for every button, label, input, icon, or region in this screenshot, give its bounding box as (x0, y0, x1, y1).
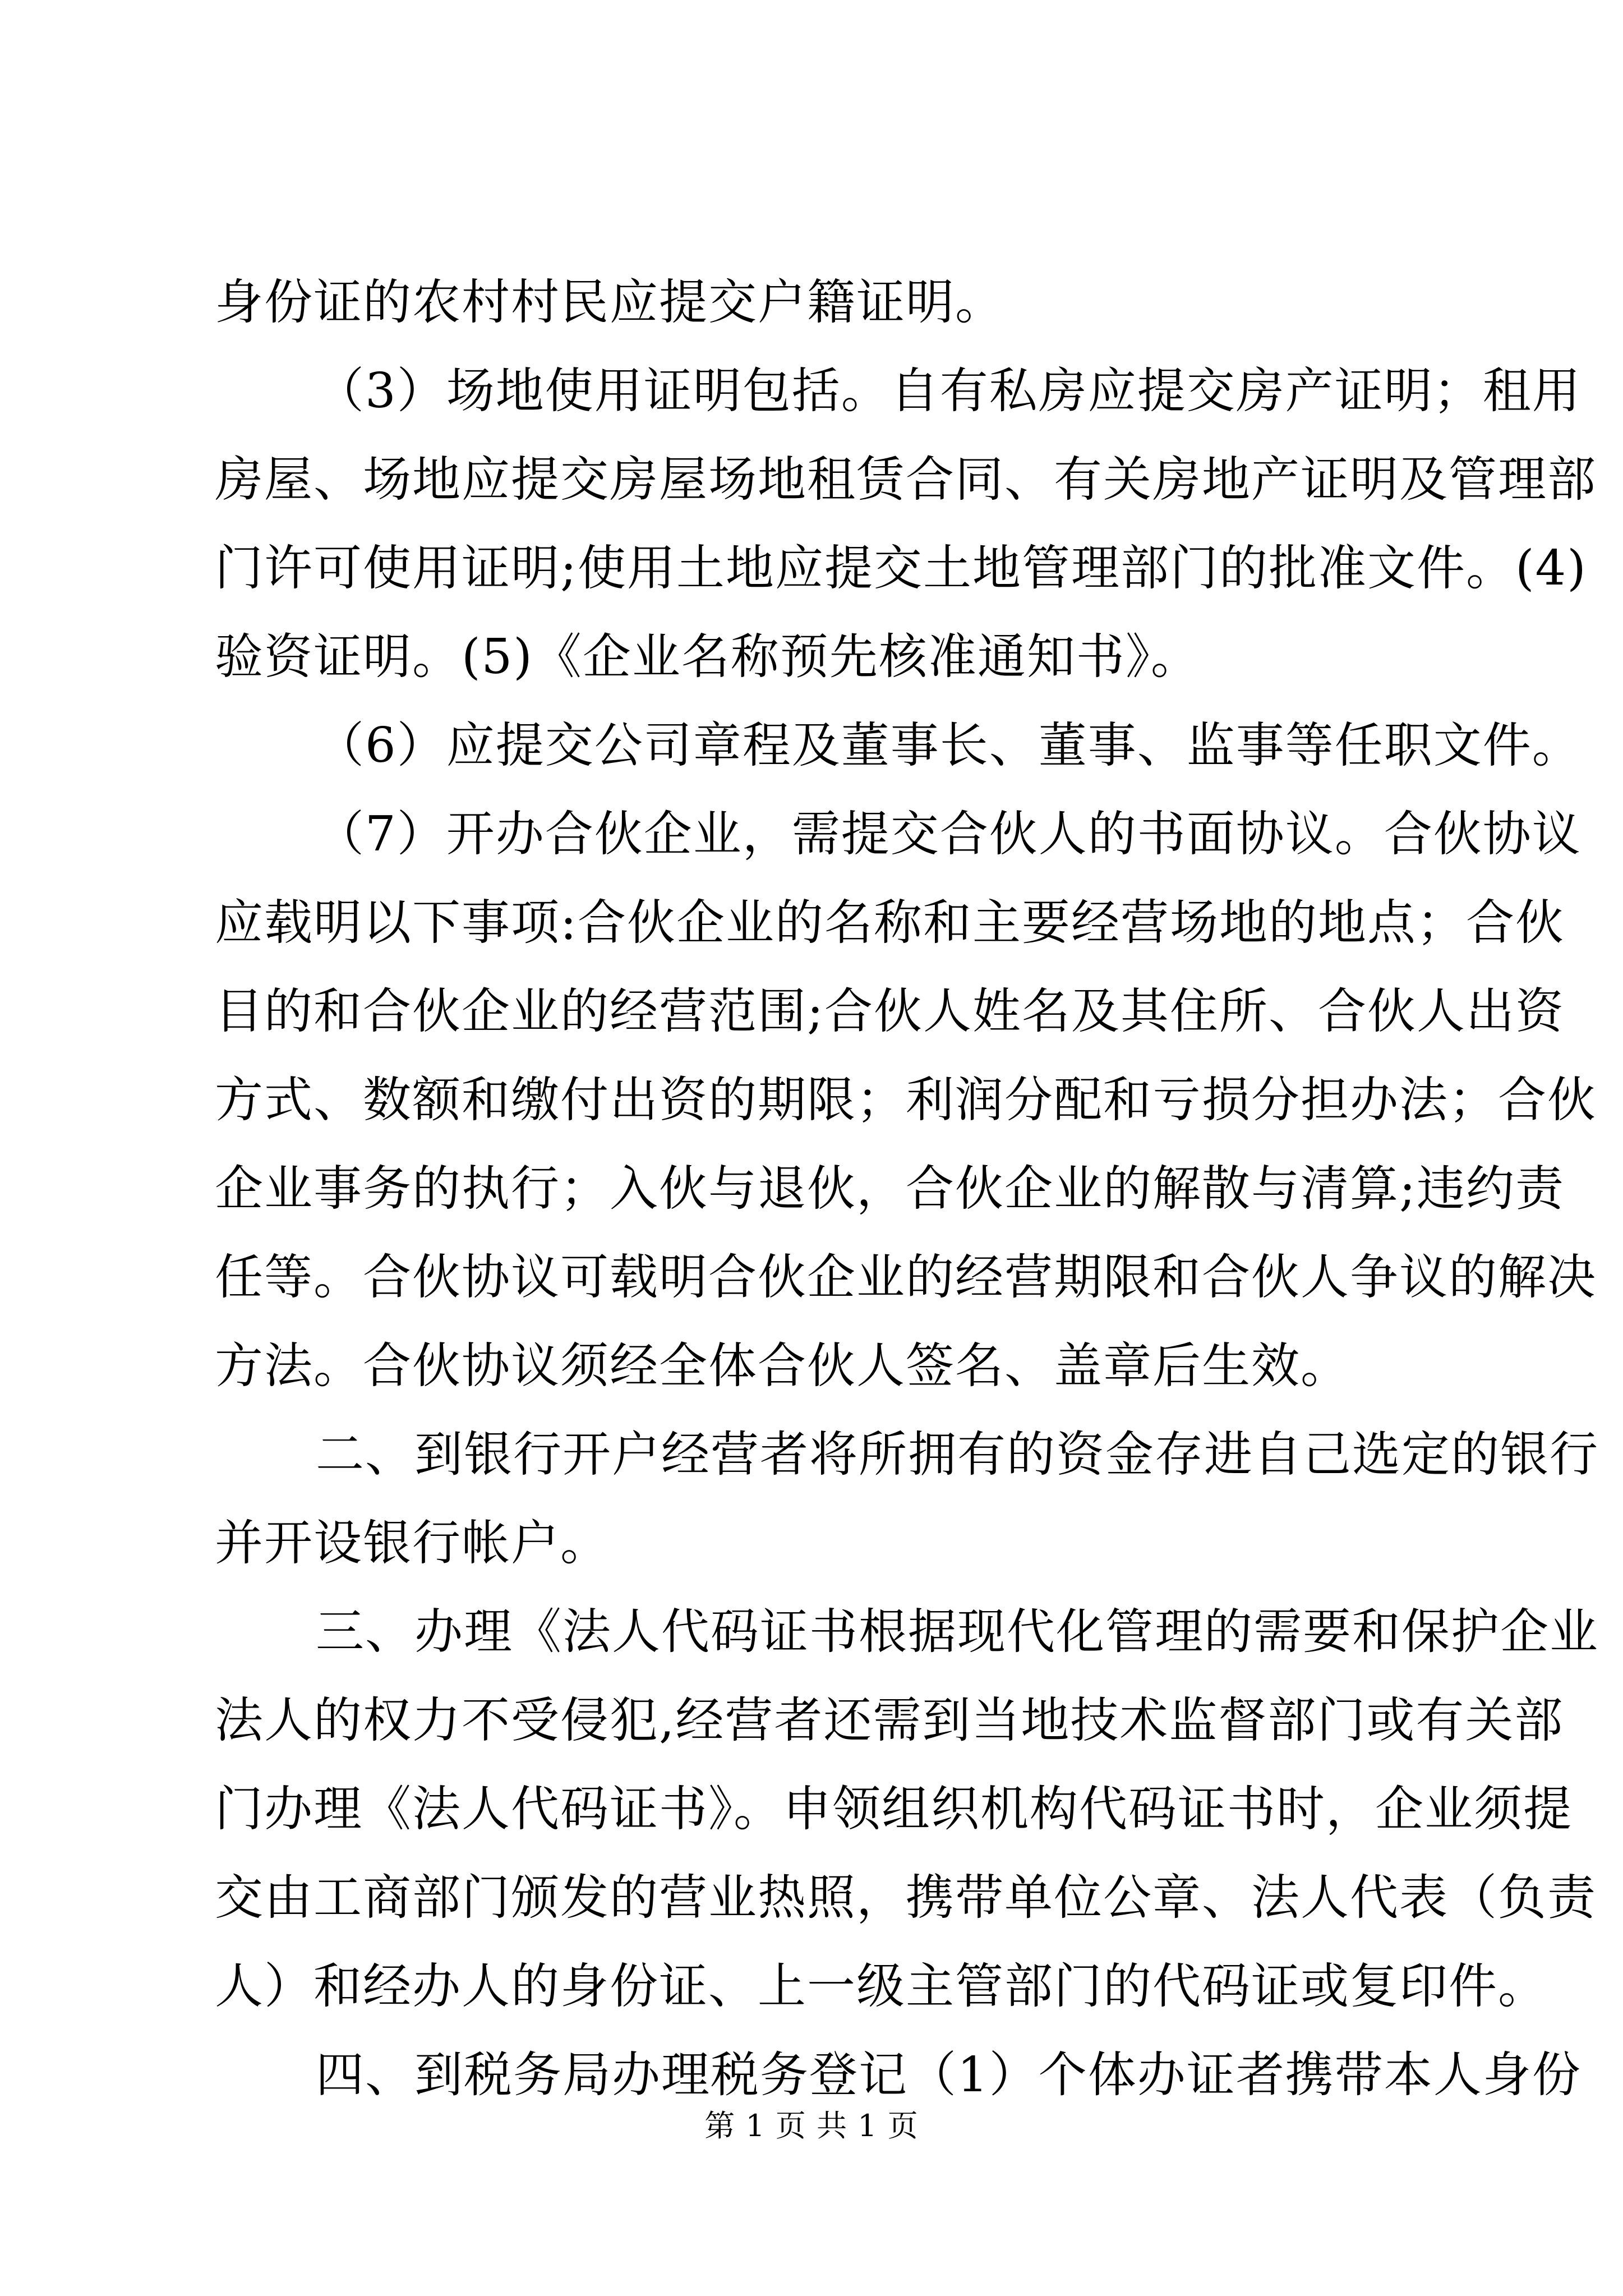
text-line: （7）开办合伙企业，需提交合伙人的书面协议。合伙协议 (316, 806, 1581, 862)
text-line: 方式、数额和缴付出资的期限；利润分配和亏损分担办法；合伙 (215, 1072, 1597, 1128)
text-line: （6）应提交公司章程及董事长、董事、监事等任职文件。 (316, 717, 1581, 774)
text-line: 并开设银行帐户。 (215, 1515, 610, 1571)
text-line: 四、到税务局办理税务登记（1）个体办证者携带本人身份 (316, 2047, 1581, 2103)
text-line: 门办理《法人代码证书》。申领组织机构代码证书时，企业须提 (215, 1781, 1573, 1837)
page-footer: 第 1 页 共 1 页 (704, 2108, 919, 2143)
text-line: 三、办理《法人代码证书根据现代化管理的需要和保护企业 (316, 1604, 1599, 1660)
text-line: 人）和经办人的身份证、上一级主管部门的代码证或复印件。 (215, 1958, 1547, 2014)
text-line: （3）场地使用证明包括。自有私房应提交房产证明；租用 (316, 363, 1581, 419)
text-line: 门许可使用证明;使用土地应提交土地管理部门的批准文件。(4) (215, 540, 1587, 596)
text-line: 应载明以下事项:合伙企业的名称和主要经营场地的地点；合伙 (215, 895, 1565, 951)
text-line: 企业事务的执行；入伙与退伙，合伙企业的解散与清算;违约责 (215, 1161, 1565, 1217)
text-line: 任等。合伙协议可载明合伙企业的经营期限和合伙人争议的解决 (215, 1249, 1597, 1305)
document-body (215, 258, 1599, 2119)
text-line: 目的和合伙企业的经营范围;合伙人姓名及其住所、合伙人出资 (215, 983, 1565, 1039)
text-line: 身份证的农村村民应提交户籍证明。 (215, 274, 1004, 330)
text-line: 方法。合伙协议须经全体合伙人签名、盖章后生效。 (215, 1338, 1350, 1394)
text-line: 验资证明。(5)《企业名称预先核准通知书》。 (215, 629, 1200, 685)
text-line: 房屋、场地应提交房屋场地租赁合同、有关房地产证明及管理部 (215, 452, 1597, 508)
text-line: 法人的权力不受侵犯,经营者还需到当地技术监督部门或有关部 (215, 1692, 1564, 1749)
text-line: 交由工商部门颁发的营业热照，携带单位公章、法人代表（负责 (215, 1870, 1597, 1926)
text-line: 二、到银行开户经营者将所拥有的资金存进自己选定的银行 (316, 1427, 1599, 1483)
